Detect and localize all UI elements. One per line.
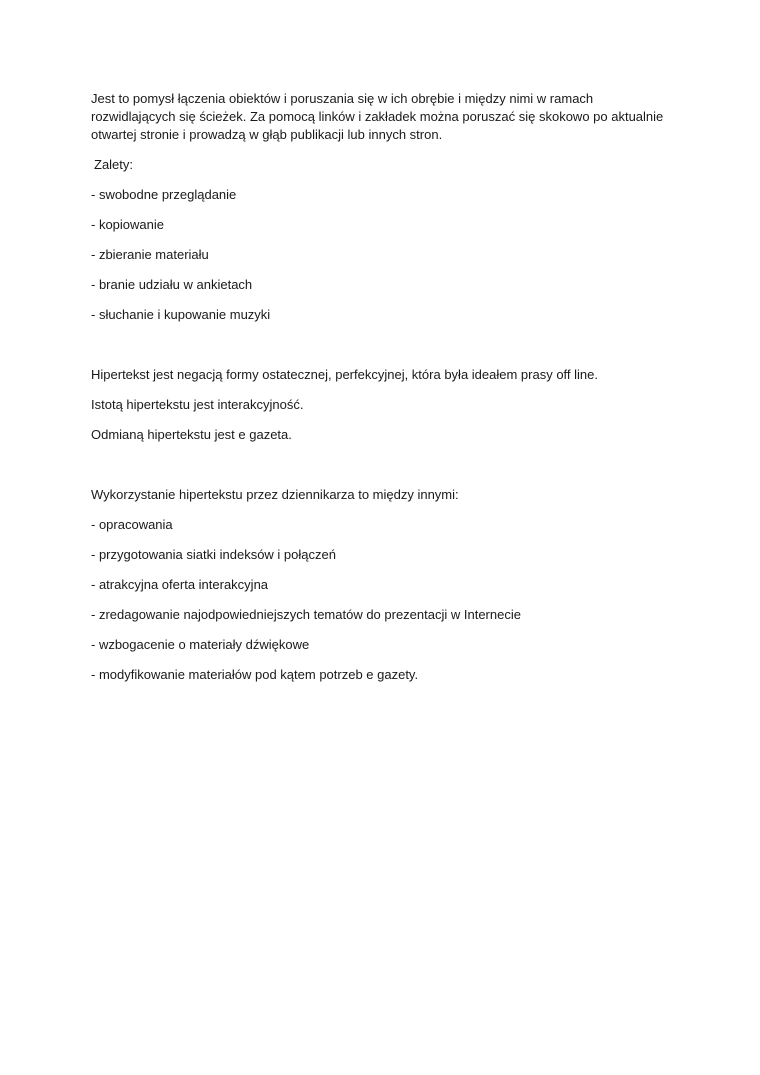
usage-item: - atrakcyjna oferta interakcyjna (91, 577, 269, 592)
usage-item: - przygotowania siatki indeksów i połączeń (91, 547, 336, 562)
usage-item: - wzbogacenie o materiały dźwiękowe (91, 637, 310, 652)
advantage-item: - słuchanie i kupowanie muzyki (91, 307, 271, 322)
statement-paragraph: Istotą hipertekstu jest interakcyjność. (91, 397, 304, 412)
document-page (91, 90, 671, 696)
advantage-item: - swobodne przeglądanie (91, 187, 237, 202)
intro-paragraph: Jest to pomysł łączenia obiektów i poruszania się w ich obrębie i między nimi w ramach rozwidlających się ścieżek. Za pomocą linków i zakładek można poruszać się skokowo po aktualnie otwartej stronie i prowadzą w głąb publikacji lub innych stron. (91, 91, 664, 142)
usage-heading: Wykorzystanie hipertekstu przez dziennikarza to między innymi: (91, 487, 459, 502)
spacer (91, 456, 671, 486)
spacer (91, 336, 671, 366)
usage-item: - opracowania (91, 517, 173, 532)
advantage-item: - branie udziału w ankietach (91, 277, 253, 292)
usage-item: - modyfikowanie materiałów pod kątem potrzeb e gazety. (91, 667, 419, 682)
statement-paragraph: Odmianą hipertekstu jest e gazeta. (91, 427, 292, 442)
statement-paragraph: Hipertekst jest negacją formy ostatecznej, perfekcyjnej, która była ideałem prasy off line. (91, 367, 598, 382)
advantage-item: - zbieranie materiału (91, 247, 209, 262)
advantage-item: - kopiowanie (91, 217, 164, 232)
advantages-heading: Zalety: (94, 157, 134, 172)
usage-item: - zredagowanie najodpowiedniejszych tematów do prezentacji w Internecie (91, 607, 521, 622)
